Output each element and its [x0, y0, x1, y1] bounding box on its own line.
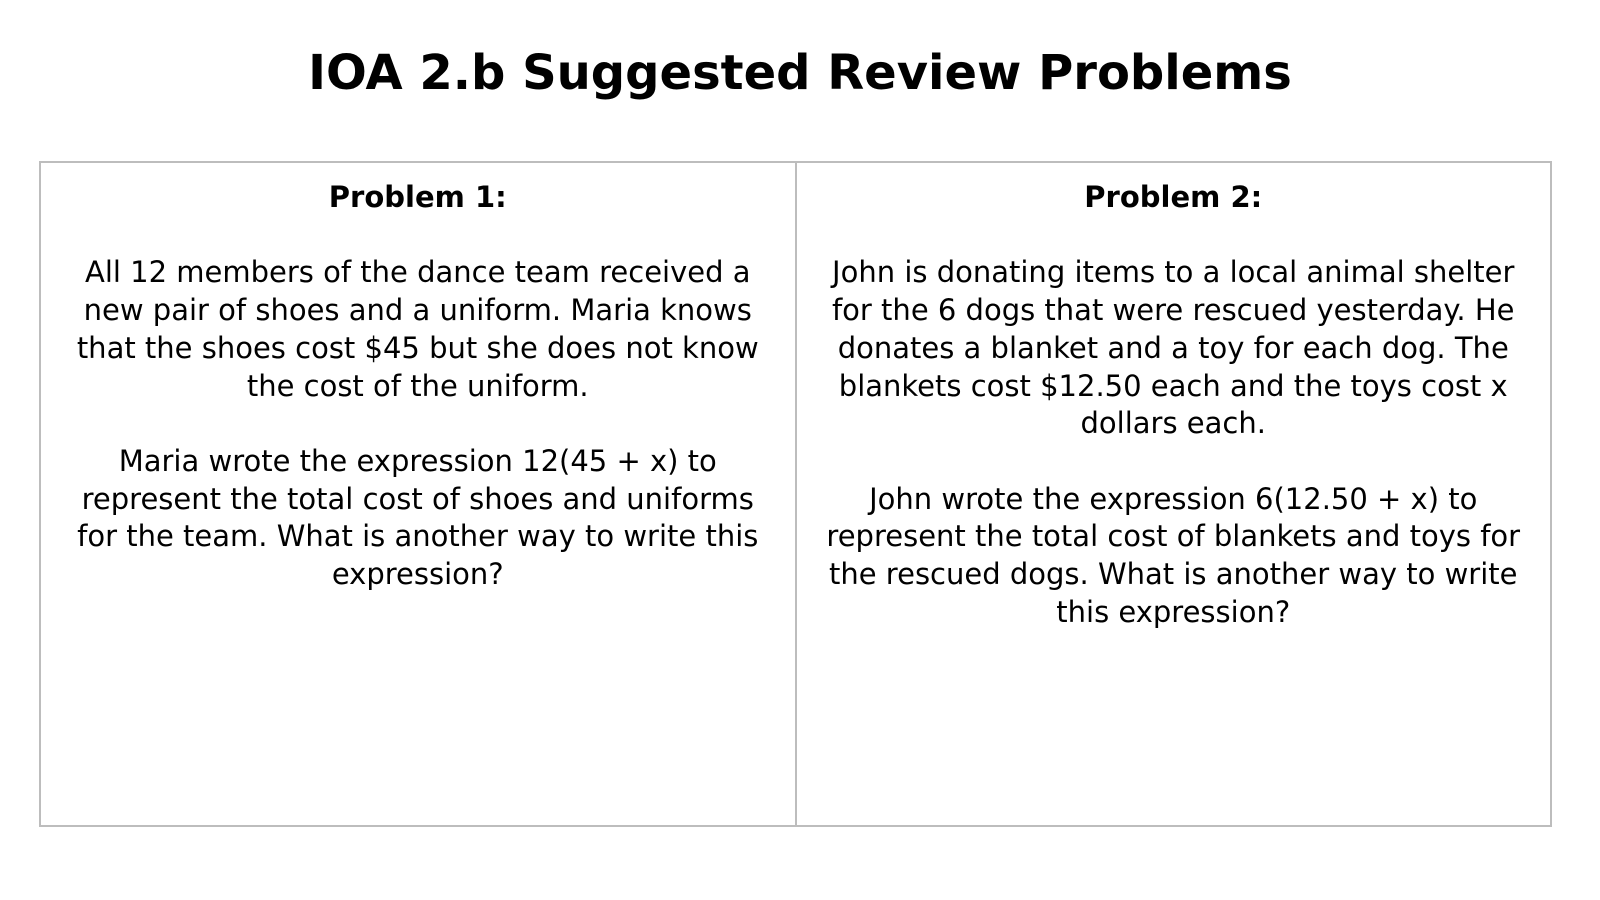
problem-1-scenario: All 12 members of the dance team received a new pair of shoes and a uniform. Maria knows that the shoes cost $45 but she does not know the cost of the uniform.	[76, 255, 759, 403]
problem-2-cell	[795, 163, 1551, 825]
problem-2-heading: Problem 2:	[1084, 180, 1263, 214]
problem-2-question: John wrote the expression 6(12.50 + x) to represent the total cost of blankets and toys for the rescued dogs. What is another way to write this expression?	[826, 481, 1521, 629]
problem-1-heading: Problem 1:	[328, 180, 507, 214]
page-title: IOA 2.b Suggested Review Problems	[308, 45, 1292, 101]
problem-1-question: Maria wrote the expression 12(45 + x) to represent the total cost of shoes and uniforms for the team. What is another way to write this expression?	[77, 443, 759, 591]
problem-2-scenario: John is donating items to a local animal shelter for the 6 dogs that were rescued yesterday. He donates a blanket and a toy for each dog. The blankets cost $12.50 each and the toys cost x dollars each.	[831, 255, 1515, 441]
problems-table	[39, 161, 1552, 827]
problem-1-cell	[41, 163, 795, 825]
